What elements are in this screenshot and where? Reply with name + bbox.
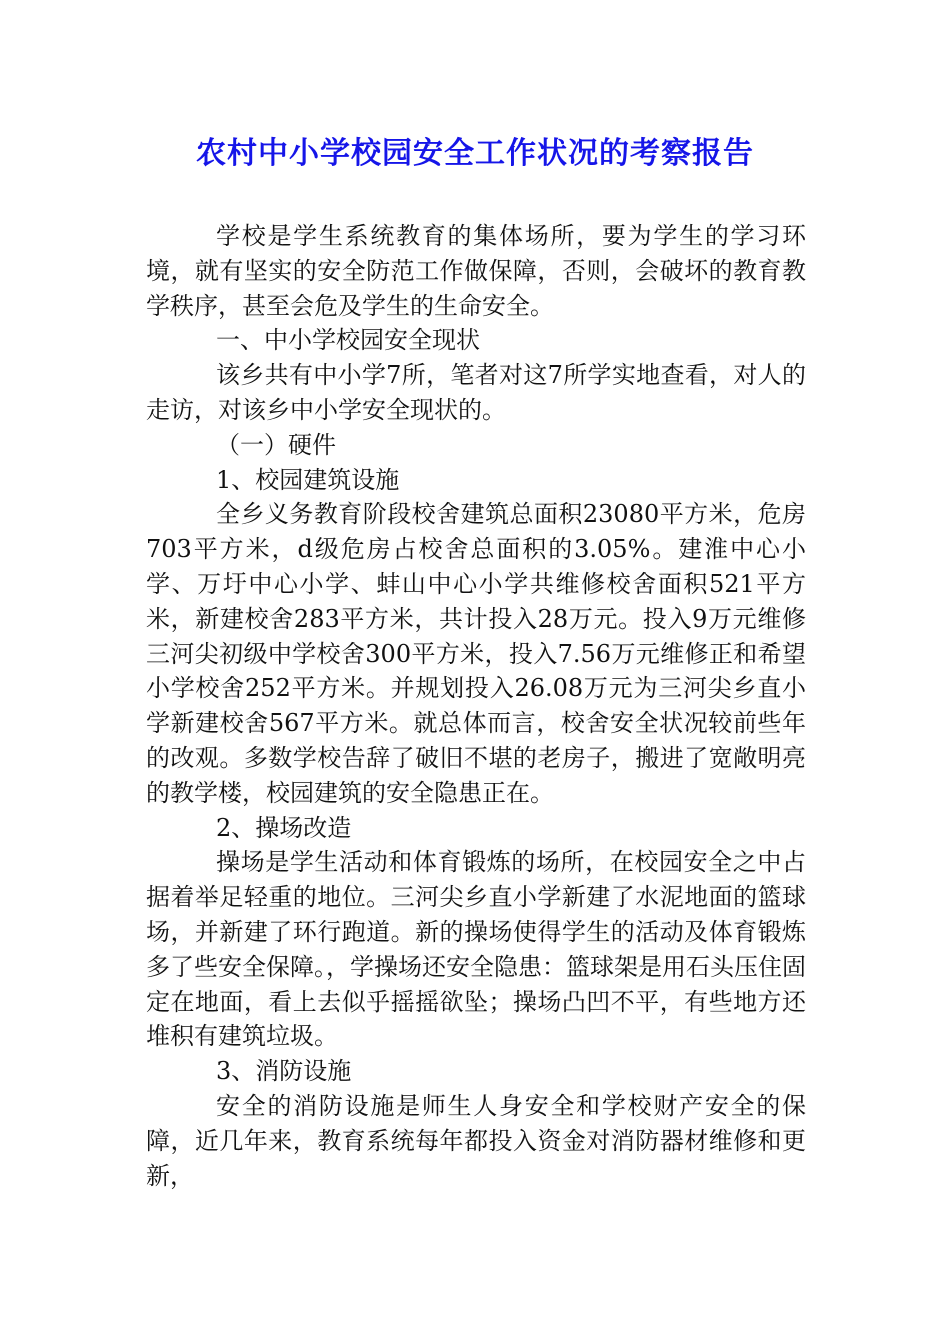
paragraph-fire-safety: 安全的消防设施是师生人身安全和学校财产安全的保障，近几年来，教育系统每年都投入资金对消防器材维修和更新， xyxy=(146,1091,806,1190)
paragraph-playground: 操场是学生活动和体育锻炼的场所，在校园安全之中占据着举足轻重的地位。三河尖乡直小学新建了水泥地面的篮球场，并新建了环行跑道。新的操场使得学生的活动及体育锻炼多了些安全保障。，学操场还安全隐患：篮球架是用石头压住固定在地面，看上去似乎摇摇欲坠；操场凸凹不平，有些地方还堆积有建筑垃圾。 xyxy=(146,848,806,1051)
paragraph-survey: 该乡共有中小学7所，笔者对这7所学实地查看，对人的走访，对该乡中小学安全现状的。 xyxy=(146,361,806,424)
paragraph-intro: 学校是学生系统教育的集体场所，要为学生的学习环境，就有坚实的安全防范工作做保障，否则，会破坏的教育教学秩序，甚至会危及学生的生命安全。 xyxy=(146,222,806,320)
heading-fire-safety: 3、消防设施 xyxy=(216,1057,352,1086)
paragraph-buildings: 全乡义务教育阶段校舍建筑总面积23080平方米，危房703平方米，d级危房占校舍总面积的3.05%。建淮中心小学、万圩中心小学、蚌山中心小学共维修校舍面积521平方米，新建校舍283平方米，共计投入28万元。投入9万元维修三河尖初级中学校舍300平方米，投入7.56万元维修正和希望小学校舍252平方米。并规划投入26.08万元为三河尖乡直小学新建校舍567平方米。就总体而言，校舍安全状况较前些年的改观。多数学校告辞了破旧不堪的老房子，搬进了宽敞明亮的教学楼，校园建筑的安全隐患正在。 xyxy=(146,500,806,807)
heading-hardware: （一）硬件 xyxy=(216,430,336,459)
document-title: 农村中小学校园安全工作状况的考察报告 xyxy=(196,136,754,171)
heading-section-1: 一、中小学校园安全现状 xyxy=(216,326,480,355)
heading-playground: 2、操场改造 xyxy=(216,813,352,842)
heading-buildings: 1、校园建筑设施 xyxy=(216,465,400,494)
document-body xyxy=(146,219,806,1193)
